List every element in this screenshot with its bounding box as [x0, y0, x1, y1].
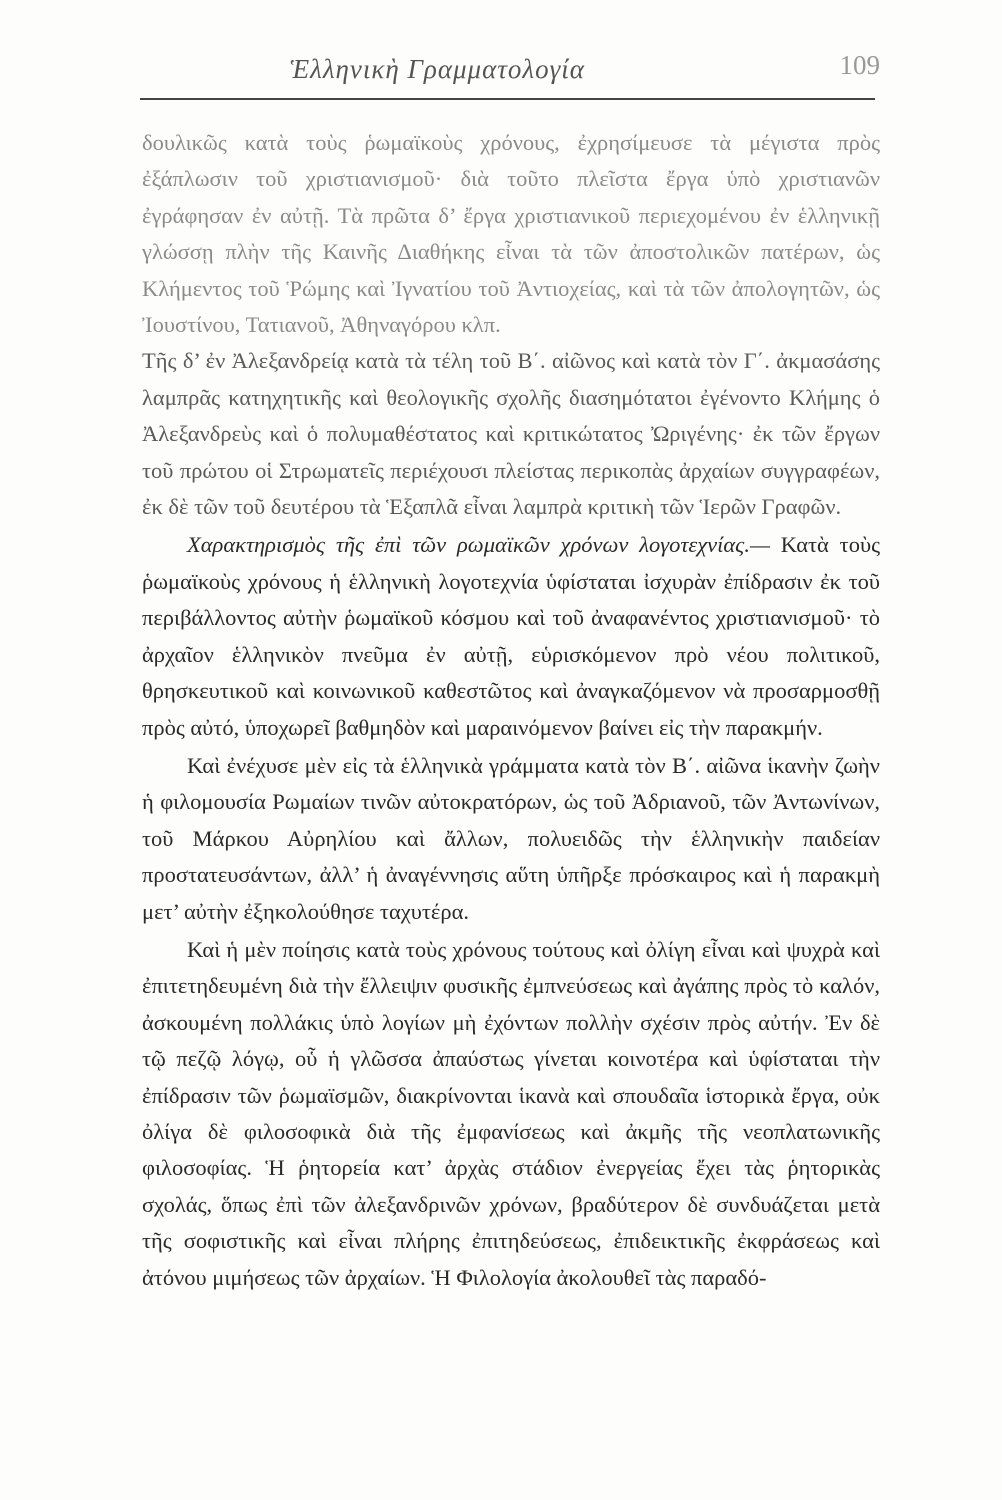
paragraph	[142, 527, 880, 745]
page-number: 109	[839, 50, 880, 80]
paragraph-text: δουλικῶς κατὰ τοὺς ῥωμαϊκοὺς χρόνους, ἐχρησίμευσε τὰ μέγιστα πρὸς ἐξάπλωσιν τοῦ χριστιανισμοῦ· διὰ τοῦτο πλεῖστα ἔργα ὑπὸ χριστιανῶν ἐγράφησαν ἐν αὐτῇ. Τὰ πρῶτα δ’ ἔργα χριστιανικοῦ περιεχομένου ἐν ἑλληνικῇ γλώσσῃ πλὴν τῆς Καινῆς Διαθήκης εἶναι τὰ τῶν ἀποστολικῶν πατέρων, ὡς Κλήμεντος τοῦ Ῥώμης καὶ Ἰγνατίου τοῦ Ἀντιοχείας, καὶ τὰ τῶν ἀπολογητῶν, ὡς Ἰουστίνου, Τατιανοῦ, Ἀθηναγόρου κλπ.	[142, 130, 880, 338]
paragraph-text: Κατὰ τοὺς ῥωμαϊκοὺς χρόνους ἡ ἑλληνικὴ λογοτεχνία ὑφίσταται ἰσχυρὰν ἐπίδρασιν ἐκ τοῦ περιβάλλοντος αὐτὴν ῥωμαϊκοῦ κόσμου καὶ τοῦ ἀναφανέντος χριστιανισμοῦ· τὸ ἀρχαῖον ἑλληνικὸν πνεῦμα ἐν αὐτῇ, εὑρισκόμενον πρὸ νέου πολιτικοῦ, θρησκευτικοῦ καὶ κοινωνικοῦ καθεστῶτος καὶ ἀναγκαζόμενον νὰ προσαρμοσθῇ πρὸς αὐτό, ὑποχωρεῖ βαθμηδὸν καὶ μαραινόμενον βαίνει εἰς τὴν παρακμήν.	[142, 532, 881, 740]
paragraph-text: Τῆς δ’ ἐν Ἀλεξανδρείᾳ κατὰ τὰ τέλη τοῦ Β΄. αἰῶνος καὶ κατὰ τὸν Γ΄. ἀκμασάσης λαμπρᾶς κατηχητικῆς καὶ θεολογικῆς σχολῆς διασημότατοι ἐγένοντο Κλήμης ὁ Ἀλεξανδρεὺς καὶ ὁ πολυμαθέστατος καὶ κριτικώτατος Ὠριγένης· ἐκ τῶν ἔργων τοῦ πρώτου οἱ Στρωματεῖς περιέχουσι πλείστας περικοπὰς ἀρχαίων συγγραφέων, ἐκ δὲ τῶν τοῦ δευτέρου τὰ Ἑξαπλᾶ εἶναι λαμπρὰ κριτικὴ τῶν Ἱερῶν Γραφῶν.	[142, 348, 880, 520]
header-rule	[140, 98, 875, 100]
paragraph	[142, 125, 880, 343]
paragraph-text: Καὶ ἐνέχυσε μὲν εἰς τὰ ἑλληνικὰ γράμματα κατὰ τὸν Β΄. αἰῶνα ἱκανὴν ζωὴν ἡ φιλομουσία Ρωμαίων τινῶν αὐτοκρατόρων, ὡς τοῦ Ἀδριανοῦ, τῶν Ἀντωνίνων, τοῦ Μάρκου Αὐρηλίου καὶ ἄλλων, πολυειδῶς τὴν ἑλληνικὴν παιδείαν προστατευσάντων, ἀλλ’ ἡ ἀναγέννησις αὕτη ὑπῆρξε πρόσκαιρος καὶ ἡ παρακμὴ μετ’ αὐτὴν ἐξηκολούθησε ταχυτέρα.	[142, 752, 880, 924]
body-text	[142, 125, 880, 1296]
paragraph	[142, 932, 880, 1296]
paragraph-text: Καὶ ἡ μὲν ποίησις κατὰ τοὺς χρόνους τούτους καὶ ὀλίγη εἶναι καὶ ψυχρὰ καὶ ἐπιτετηδευμένη διὰ τὴν ἔλλειψιν φυσικῆς ἐμπνεύσεως καὶ ἀγάπης πρὸς τὸ καλόν, ἀσκουμένη πολλάκις ὑπὸ λογίων μὴ ἐχόντων πολλὴν σχέσιν πρὸς αὐτήν. Ἐν δὲ τῷ πεζῷ λόγῳ, οὗ ἡ γλῶσσα ἀπαύστως γίνεται κοινοτέρα καὶ ὑφίσταται τὴν ἐπίδρασιν τῶν ῥωμαϊσμῶν, διακρίνονται ἱκανὰ καὶ σπουδαῖα ἱστορικὰ ἔργα, οὐκ ὀλίγα δὲ φιλοσοφικὰ διὰ τῆς ἐμφανίσεως καὶ ἀκμῆς τῆς νεοπλατωνικῆς φιλοσοφίας. Ἡ ῥητορεία κατ’ ἀρχὰς στάδιον ἐνεργείας ἔχει τὰς ῥητορικὰς σχολάς, ὅπως ἐπὶ τῶν ἀλεξανδρινῶν χρόνων, βραδύτερον δὲ συνδυάζεται μετὰ τῆς σοφιστικῆς καὶ εἶναι πλήρης ἐπιτηδεύσεως, ἐπιδεικτικῆς ἐκφράσεως καὶ ἀτόνου μιμήσεως τῶν ἀρχαίων. Ἡ Φιλολογία ἀκολουθεῖ τὰς παραδό-	[142, 936, 880, 1290]
section-title: Χαρακτηρισμὸς τῆς ἐπὶ τῶν ρωμαϊκῶν χρόνων λογοτεχνίας.—	[187, 532, 770, 558]
paragraph	[142, 343, 880, 525]
running-title: Ἑλληνικὴ Γραμματολογία	[290, 54, 585, 84]
running-head	[120, 40, 880, 100]
paragraph	[142, 748, 880, 930]
